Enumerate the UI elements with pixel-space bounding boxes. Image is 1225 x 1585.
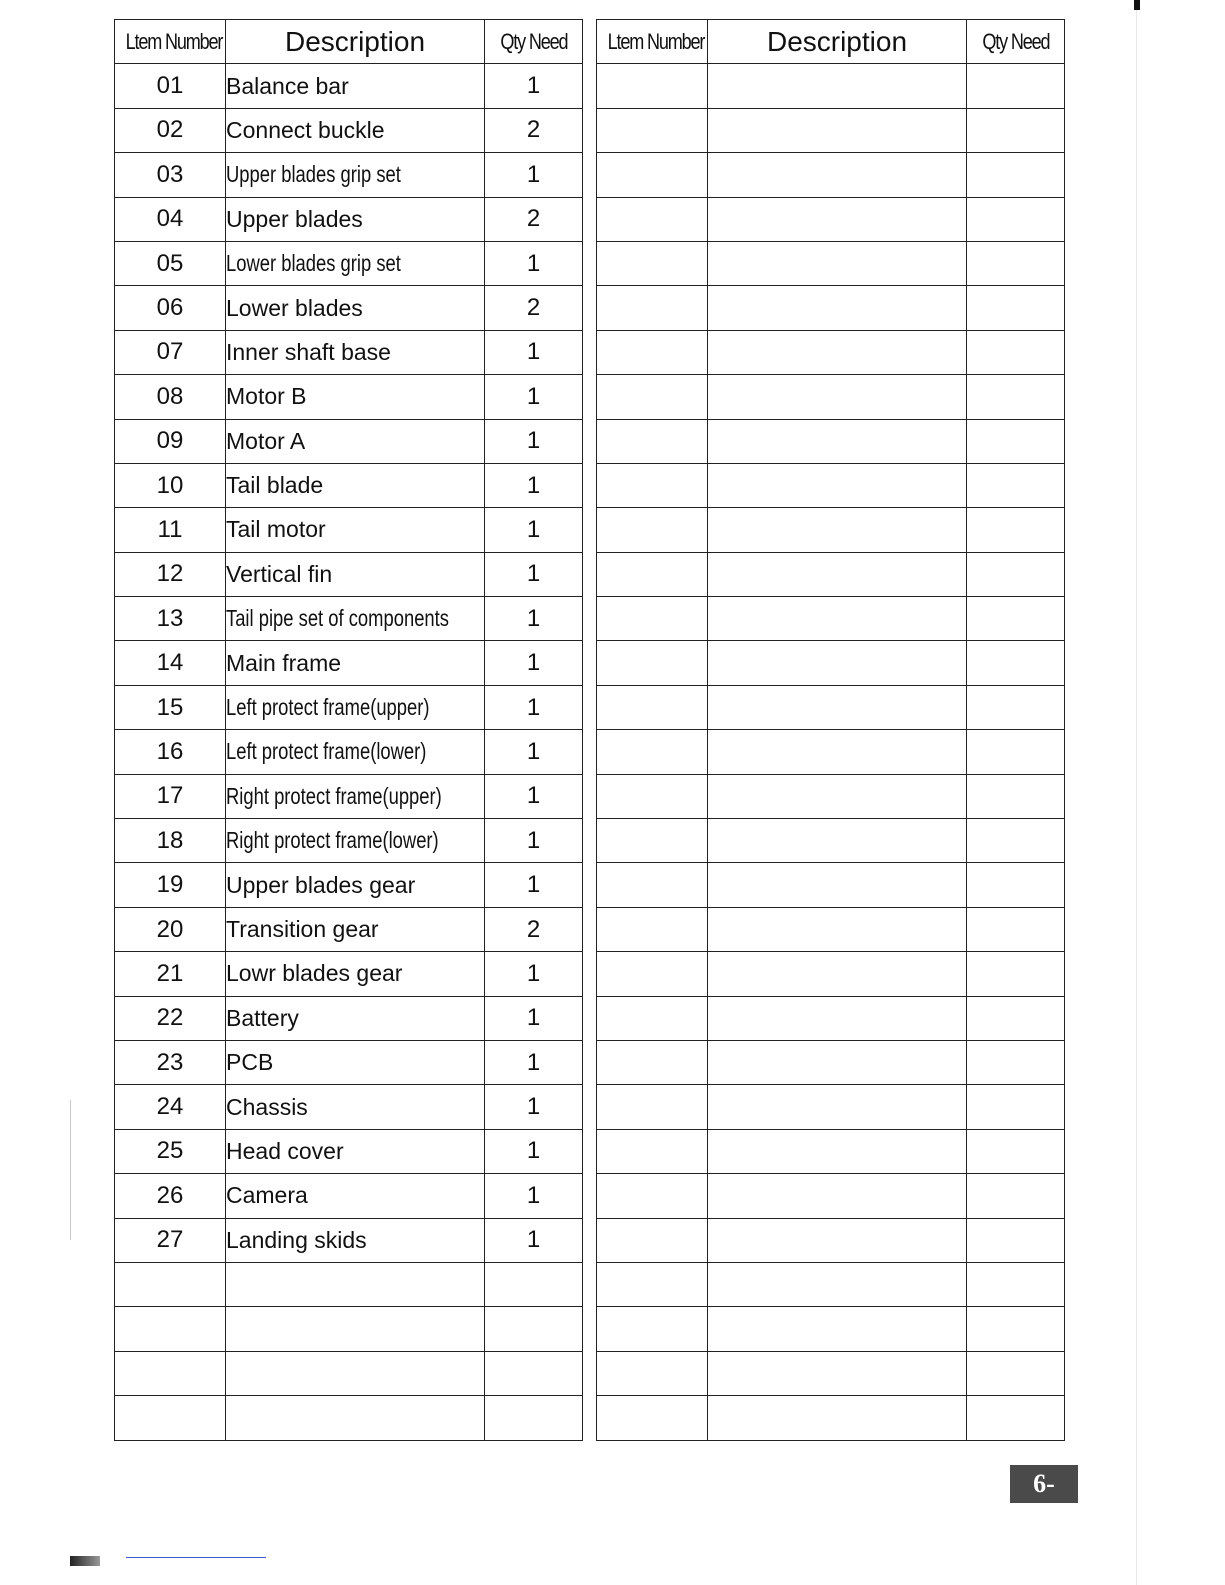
- item-number-cell: [115, 1351, 226, 1395]
- table-header-row: [597, 20, 1065, 64]
- description-cell: Main frame: [226, 641, 485, 685]
- item-number-cell: 20: [115, 907, 226, 951]
- header-qty-need: Qty Need: [967, 20, 1065, 64]
- table-row: [597, 330, 1065, 374]
- description-cell: Tail blade: [226, 463, 485, 507]
- table-row: [597, 996, 1065, 1040]
- table-row: [597, 597, 1065, 641]
- item-number-cell: 15: [115, 685, 226, 729]
- table-row: [597, 641, 1065, 685]
- qty-cell: 1: [485, 1174, 583, 1218]
- qty-cell: 2: [485, 197, 583, 241]
- description-cell: Balance bar: [226, 64, 485, 108]
- item-number-cell: [597, 197, 708, 241]
- header-item-number: Ltem Number: [115, 20, 226, 64]
- parts-list-table-right: [596, 19, 1065, 1441]
- table-row: [115, 641, 583, 685]
- description-cell: Connect buckle: [226, 108, 485, 152]
- qty-cell: [967, 552, 1065, 596]
- table-row: [597, 286, 1065, 330]
- table-row: [115, 1307, 583, 1351]
- item-number-cell: [597, 508, 708, 552]
- item-number-cell: [597, 552, 708, 596]
- qty-cell: [967, 1218, 1065, 1262]
- description-cell: Motor B: [226, 375, 485, 419]
- qty-cell: 1: [485, 819, 583, 863]
- description-cell: Lower blades grip set: [226, 241, 485, 285]
- qty-cell: [485, 1351, 583, 1395]
- item-number-cell: [597, 1262, 708, 1306]
- table-row: [597, 1040, 1065, 1084]
- item-number-cell: 10: [115, 463, 226, 507]
- table-row: [597, 1218, 1065, 1262]
- table-row: [597, 1351, 1065, 1395]
- table-row: [115, 241, 583, 285]
- item-number-cell: [597, 64, 708, 108]
- table-row: [115, 330, 583, 374]
- table-row: [115, 1040, 583, 1084]
- description-cell: [708, 1351, 967, 1395]
- description-cell: Head cover: [226, 1129, 485, 1173]
- table-row: [115, 375, 583, 419]
- table-row: [115, 64, 583, 108]
- item-number-cell: 11: [115, 508, 226, 552]
- table-row: [115, 774, 583, 818]
- item-number-cell: [597, 1351, 708, 1395]
- item-number-cell: 25: [115, 1129, 226, 1173]
- qty-cell: [967, 1085, 1065, 1129]
- qty-cell: [967, 597, 1065, 641]
- qty-cell: 1: [485, 508, 583, 552]
- qty-cell: 1: [485, 552, 583, 596]
- item-number-cell: [597, 996, 708, 1040]
- qty-cell: 1: [485, 419, 583, 463]
- description-cell: [708, 463, 967, 507]
- qty-cell: [967, 197, 1065, 241]
- table-row: [115, 463, 583, 507]
- table-row: [597, 685, 1065, 729]
- description-cell: Left protect frame(upper): [226, 685, 485, 729]
- table-row: [115, 552, 583, 596]
- item-number-cell: [597, 375, 708, 419]
- table-row: [597, 108, 1065, 152]
- header-description: Description: [708, 20, 967, 64]
- item-number-cell: [597, 1085, 708, 1129]
- qty-cell: 1: [485, 330, 583, 374]
- table-row: [597, 375, 1065, 419]
- item-number-cell: 02: [115, 108, 226, 152]
- description-cell: [708, 1040, 967, 1084]
- qty-cell: [967, 996, 1065, 1040]
- table-row: [597, 197, 1065, 241]
- description-cell: [226, 1396, 485, 1440]
- table-row: [597, 508, 1065, 552]
- item-number-cell: [597, 774, 708, 818]
- table-row: [115, 730, 583, 774]
- item-number-cell: [597, 1129, 708, 1173]
- qty-cell: 1: [485, 64, 583, 108]
- page-number-badge: 6-: [1010, 1465, 1078, 1503]
- item-number-cell: [597, 1307, 708, 1351]
- item-number-cell: [115, 1307, 226, 1351]
- item-number-cell: 23: [115, 1040, 226, 1084]
- qty-cell: 1: [485, 685, 583, 729]
- item-number-cell: [597, 286, 708, 330]
- qty-cell: [967, 685, 1065, 729]
- description-cell: [708, 1396, 967, 1440]
- qty-cell: [967, 375, 1065, 419]
- qty-cell: 1: [485, 375, 583, 419]
- item-number-cell: 04: [115, 197, 226, 241]
- description-cell: Chassis: [226, 1085, 485, 1129]
- description-cell: [708, 64, 967, 108]
- qty-cell: [967, 907, 1065, 951]
- item-number-cell: 22: [115, 996, 226, 1040]
- item-number-cell: [115, 1396, 226, 1440]
- item-number-cell: 27: [115, 1218, 226, 1262]
- qty-cell: [967, 508, 1065, 552]
- scan-corner-mark: [70, 1556, 100, 1566]
- qty-cell: 1: [485, 774, 583, 818]
- scan-edge-mark: [1134, 0, 1140, 10]
- description-cell: [708, 597, 967, 641]
- table-row: [597, 774, 1065, 818]
- item-number-cell: 19: [115, 863, 226, 907]
- qty-cell: [967, 1040, 1065, 1084]
- description-cell: [708, 1085, 967, 1129]
- description-cell: Lowr blades gear: [226, 952, 485, 996]
- table-row: [597, 153, 1065, 197]
- item-number-cell: [597, 1040, 708, 1084]
- qty-cell: 1: [485, 463, 583, 507]
- item-number-cell: 08: [115, 375, 226, 419]
- description-cell: [708, 685, 967, 729]
- qty-cell: 1: [485, 863, 583, 907]
- table-row: [597, 863, 1065, 907]
- item-number-cell: 17: [115, 774, 226, 818]
- page-edge-shadow: [1136, 0, 1137, 1585]
- item-number-cell: [597, 419, 708, 463]
- item-number-cell: [597, 597, 708, 641]
- qty-cell: 2: [485, 907, 583, 951]
- description-cell: Upper blades: [226, 197, 485, 241]
- qty-cell: [967, 64, 1065, 108]
- description-cell: [708, 286, 967, 330]
- table-row: [115, 153, 583, 197]
- item-number-cell: 24: [115, 1085, 226, 1129]
- qty-cell: [967, 774, 1065, 818]
- table-row: [597, 463, 1065, 507]
- qty-cell: 1: [485, 1218, 583, 1262]
- item-number-cell: 13: [115, 597, 226, 641]
- table-row: [115, 419, 583, 463]
- table-row: [597, 952, 1065, 996]
- table-row: [115, 996, 583, 1040]
- qty-cell: 1: [485, 730, 583, 774]
- description-cell: Tail pipe set of components: [226, 597, 485, 641]
- description-cell: [708, 330, 967, 374]
- qty-cell: [967, 641, 1065, 685]
- table-row: [115, 952, 583, 996]
- item-number-cell: [597, 685, 708, 729]
- qty-cell: 1: [485, 1085, 583, 1129]
- item-number-cell: [597, 863, 708, 907]
- qty-cell: [967, 1174, 1065, 1218]
- description-cell: Right protect frame(lower): [226, 819, 485, 863]
- table-row: [115, 508, 583, 552]
- parts-list-table-left: [114, 19, 583, 1441]
- description-cell: [708, 375, 967, 419]
- table-row: [115, 1085, 583, 1129]
- qty-cell: 1: [485, 153, 583, 197]
- description-cell: Upper blades gear: [226, 863, 485, 907]
- description-cell: Vertical fin: [226, 552, 485, 596]
- qty-cell: [967, 1396, 1065, 1440]
- table-row: [115, 907, 583, 951]
- item-number-cell: [597, 1218, 708, 1262]
- item-number-cell: 03: [115, 153, 226, 197]
- item-number-cell: 12: [115, 552, 226, 596]
- qty-cell: [485, 1307, 583, 1351]
- description-cell: [708, 774, 967, 818]
- table-row: [115, 863, 583, 907]
- qty-cell: 1: [485, 597, 583, 641]
- table-row: [115, 1396, 583, 1440]
- description-cell: Upper blades grip set: [226, 153, 485, 197]
- description-cell: Camera: [226, 1174, 485, 1218]
- description-cell: Motor A: [226, 419, 485, 463]
- description-cell: [708, 1174, 967, 1218]
- header-description: Description: [226, 20, 485, 64]
- description-cell: [708, 508, 967, 552]
- table-row: [597, 907, 1065, 951]
- table-row: [597, 1129, 1065, 1173]
- item-number-cell: [115, 1262, 226, 1306]
- table-row: [597, 1396, 1065, 1440]
- item-number-cell: 01: [115, 64, 226, 108]
- qty-cell: [967, 1129, 1065, 1173]
- item-number-cell: 26: [115, 1174, 226, 1218]
- item-number-cell: [597, 241, 708, 285]
- qty-cell: [967, 153, 1065, 197]
- table-row: [597, 1262, 1065, 1306]
- qty-cell: [967, 419, 1065, 463]
- qty-cell: [967, 1351, 1065, 1395]
- qty-cell: [967, 108, 1065, 152]
- description-cell: Lower blades: [226, 286, 485, 330]
- description-cell: [708, 552, 967, 596]
- description-cell: Landing skids: [226, 1218, 485, 1262]
- item-number-cell: 18: [115, 819, 226, 863]
- item-number-cell: 09: [115, 419, 226, 463]
- item-number-cell: [597, 952, 708, 996]
- qty-cell: [967, 952, 1065, 996]
- table-row: [597, 730, 1065, 774]
- description-cell: Right protect frame(upper): [226, 774, 485, 818]
- description-cell: [708, 730, 967, 774]
- item-number-cell: [597, 730, 708, 774]
- header-qty-need: Qty Need: [485, 20, 583, 64]
- description-cell: [708, 1218, 967, 1262]
- description-cell: [708, 153, 967, 197]
- qty-cell: [967, 1262, 1065, 1306]
- table-row: [115, 1129, 583, 1173]
- item-number-cell: [597, 330, 708, 374]
- table-row: [597, 241, 1065, 285]
- qty-cell: 2: [485, 286, 583, 330]
- table-row: [115, 1262, 583, 1306]
- table-row: [597, 64, 1065, 108]
- item-number-cell: [597, 1396, 708, 1440]
- table-row: [597, 1174, 1065, 1218]
- qty-cell: [967, 1307, 1065, 1351]
- qty-cell: 1: [485, 1129, 583, 1173]
- description-cell: Inner shaft base: [226, 330, 485, 374]
- description-cell: [708, 108, 967, 152]
- description-cell: [708, 907, 967, 951]
- qty-cell: 1: [485, 1040, 583, 1084]
- item-number-cell: [597, 1174, 708, 1218]
- qty-cell: [967, 463, 1065, 507]
- table-row: [115, 286, 583, 330]
- table-row: [115, 1174, 583, 1218]
- description-cell: [708, 641, 967, 685]
- description-cell: PCB: [226, 1040, 485, 1084]
- table-row: [115, 1351, 583, 1395]
- qty-cell: [967, 819, 1065, 863]
- table-row: [597, 419, 1065, 463]
- table-row: [115, 197, 583, 241]
- scan-edge-line: [126, 1557, 266, 1558]
- description-cell: [708, 1262, 967, 1306]
- item-number-cell: 05: [115, 241, 226, 285]
- table-row: [597, 1085, 1065, 1129]
- item-number-cell: [597, 819, 708, 863]
- table-row: [597, 552, 1065, 596]
- description-cell: [226, 1351, 485, 1395]
- table-row: [115, 597, 583, 641]
- table-row: [115, 685, 583, 729]
- qty-cell: [967, 241, 1065, 285]
- item-number-cell: 06: [115, 286, 226, 330]
- description-cell: Transition gear: [226, 907, 485, 951]
- description-cell: [708, 1129, 967, 1173]
- table-row: [115, 819, 583, 863]
- description-cell: [708, 952, 967, 996]
- item-number-cell: [597, 907, 708, 951]
- item-number-cell: [597, 463, 708, 507]
- header-item-number: Ltem Number: [597, 20, 708, 64]
- description-cell: [226, 1307, 485, 1351]
- page-edge-shadow-left: [70, 1100, 71, 1240]
- item-number-cell: 07: [115, 330, 226, 374]
- description-cell: Tail motor: [226, 508, 485, 552]
- item-number-cell: [597, 153, 708, 197]
- table-row: [115, 1218, 583, 1262]
- qty-cell: [967, 286, 1065, 330]
- qty-cell: 2: [485, 108, 583, 152]
- qty-cell: [485, 1262, 583, 1306]
- qty-cell: 1: [485, 952, 583, 996]
- table-row: [597, 819, 1065, 863]
- qty-cell: [967, 330, 1065, 374]
- description-cell: [708, 419, 967, 463]
- qty-cell: 1: [485, 996, 583, 1040]
- table-row: [597, 1307, 1065, 1351]
- qty-cell: [967, 863, 1065, 907]
- description-cell: [226, 1262, 485, 1306]
- description-cell: Battery: [226, 996, 485, 1040]
- item-number-cell: 21: [115, 952, 226, 996]
- table-row: [115, 108, 583, 152]
- qty-cell: [485, 1396, 583, 1440]
- description-cell: [708, 241, 967, 285]
- qty-cell: [967, 730, 1065, 774]
- item-number-cell: [597, 641, 708, 685]
- qty-cell: 1: [485, 641, 583, 685]
- table-header-row: [115, 20, 583, 64]
- description-cell: Left protect frame(lower): [226, 730, 485, 774]
- item-number-cell: 14: [115, 641, 226, 685]
- description-cell: [708, 1307, 967, 1351]
- description-cell: [708, 197, 967, 241]
- description-cell: [708, 996, 967, 1040]
- item-number-cell: 16: [115, 730, 226, 774]
- item-number-cell: [597, 108, 708, 152]
- description-cell: [708, 863, 967, 907]
- qty-cell: 1: [485, 241, 583, 285]
- description-cell: [708, 819, 967, 863]
